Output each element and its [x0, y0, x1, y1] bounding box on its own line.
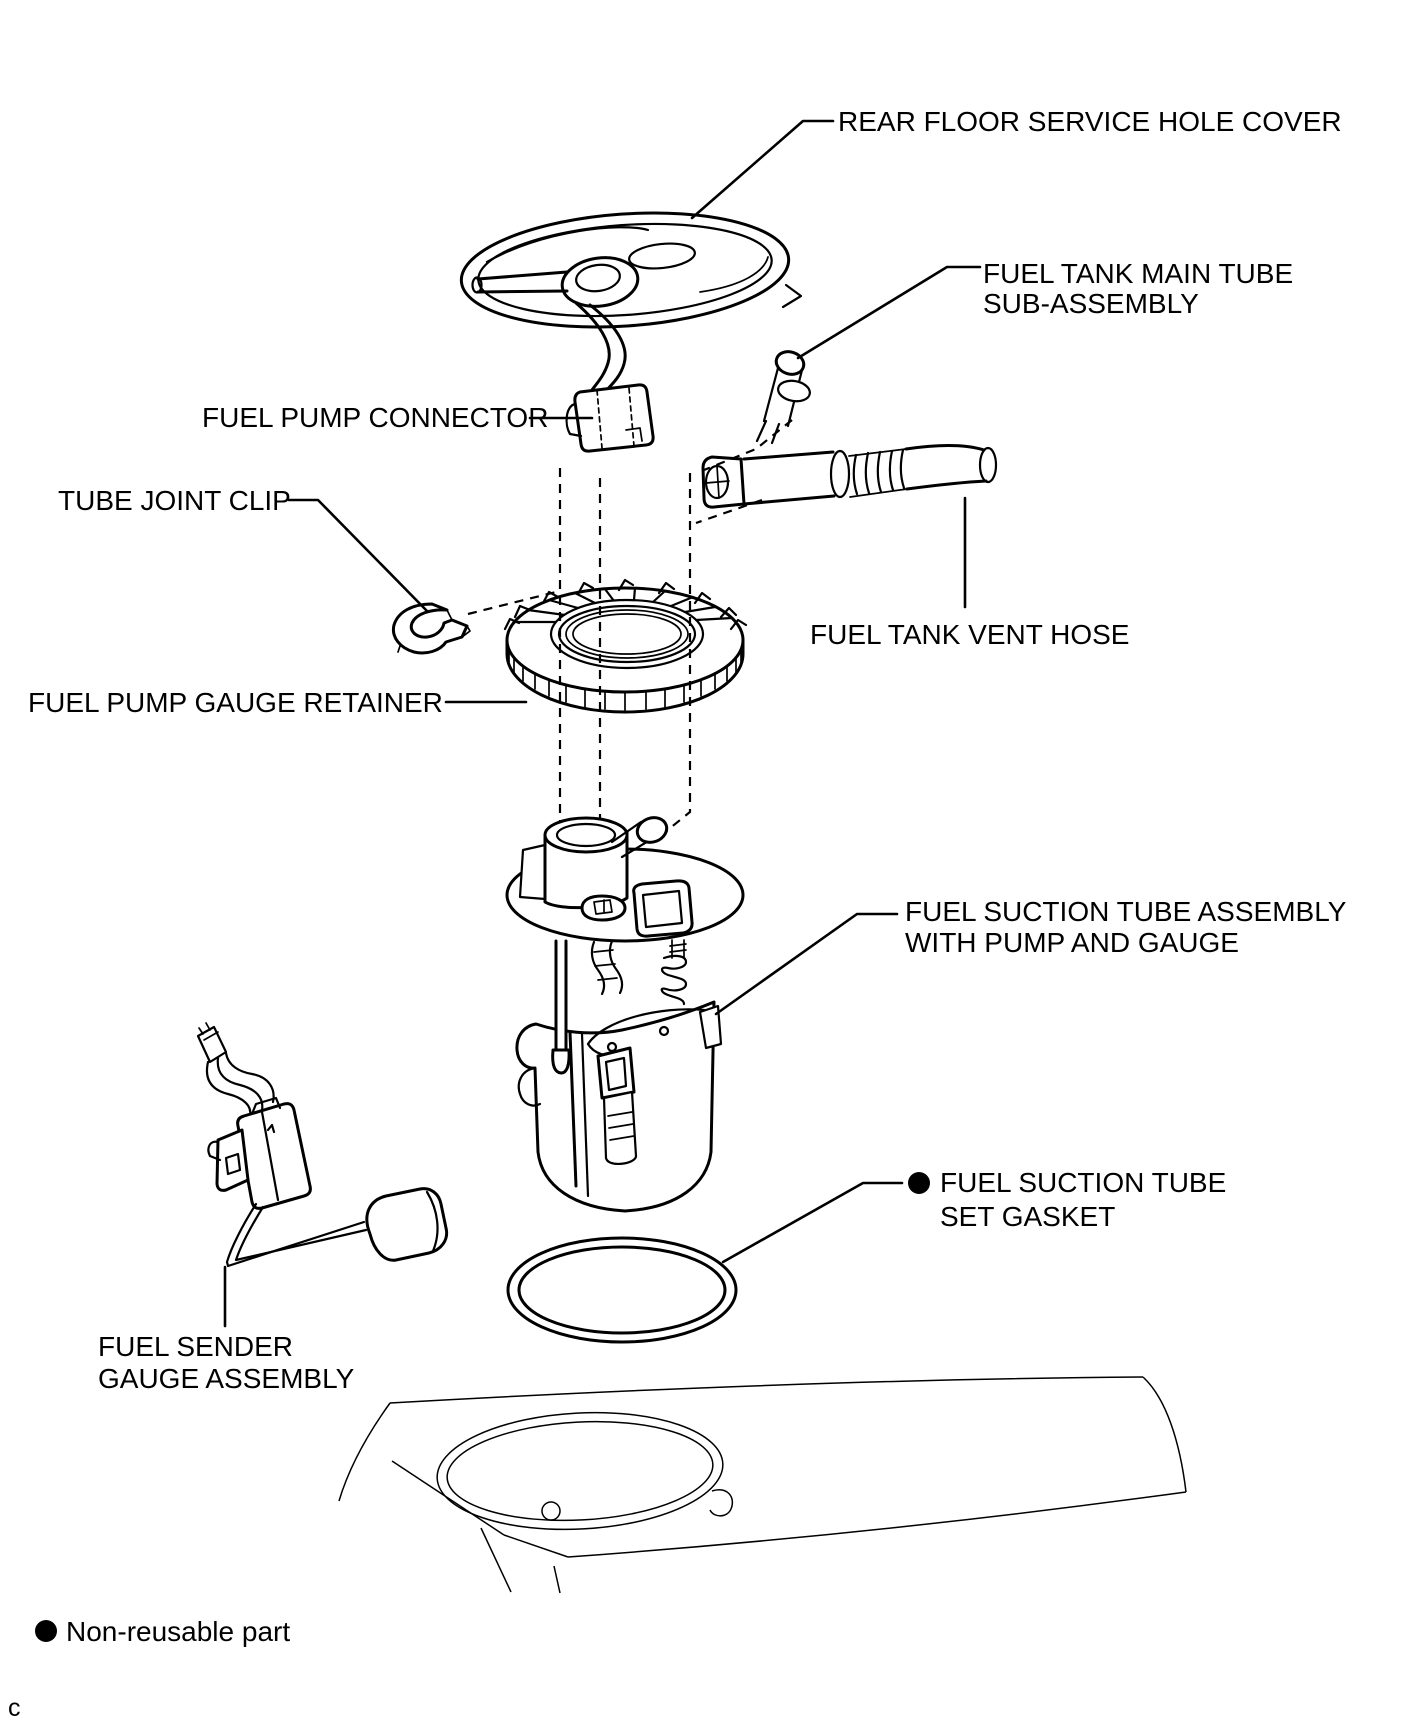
fuel-tank-main-tube-part	[757, 348, 811, 443]
fuel-suction-tube-set-gasket-part	[508, 1238, 736, 1342]
label-fuel-suction-tube-assembly-line1: FUEL SUCTION TUBE ASSEMBLY	[905, 896, 1347, 927]
label-fuel-suction-tube-set-gasket-line1: FUEL SUCTION TUBE	[940, 1167, 1227, 1198]
non-reusable-dot-gasket	[908, 1172, 930, 1194]
fuel-tank-vent-hose-part	[703, 445, 996, 507]
label-rear-floor-service-hole-cover: REAR FLOOR SERVICE HOLE COVER	[838, 106, 1342, 137]
fuel-pump-gauge-retainer-part	[505, 580, 746, 712]
label-fuel-sender-gauge-line1: FUEL SENDER	[98, 1331, 294, 1362]
label-tube-joint-clip: TUBE JOINT CLIP	[58, 485, 291, 516]
legend	[35, 1616, 290, 1647]
rear-floor-service-hole-cover-part	[457, 203, 801, 393]
fuel-suction-tube-assembly-part	[507, 814, 743, 1211]
label-fuel-suction-tube-assembly-line2: WITH PUMP AND GAUGE	[905, 927, 1239, 958]
corner-mark: c	[8, 1694, 21, 1722]
label-fuel-suction-tube-set-gasket-line2: SET GASKET	[940, 1201, 1116, 1232]
label-fuel-pump-connector: FUEL PUMP CONNECTOR	[202, 402, 549, 433]
label-fuel-tank-main-tube-line2: SUB-ASSEMBLY	[983, 288, 1199, 319]
non-reusable-dot-legend	[35, 1620, 57, 1642]
leader-tube-joint-clip	[289, 500, 427, 611]
leader-cover	[692, 121, 833, 218]
legend-non-reusable-label: Non-reusable part	[66, 1616, 291, 1647]
label-fuel-pump-gauge-retainer: FUEL PUMP GAUGE RETAINER	[28, 687, 443, 718]
leader-suction-assembly	[716, 914, 897, 1014]
leader-main-tube	[798, 267, 980, 358]
fuel-tank-part	[339, 1377, 1186, 1593]
tube-joint-clip-part	[393, 604, 470, 653]
leader-set-gasket	[723, 1183, 902, 1262]
label-fuel-sender-gauge-line2: GAUGE ASSEMBLY	[98, 1363, 355, 1394]
label-fuel-tank-vent-hose: FUEL TANK VENT HOSE	[810, 619, 1130, 650]
label-fuel-tank-main-tube-line1: FUEL TANK MAIN TUBE	[983, 258, 1294, 289]
fuel-sender-gauge-assembly-part	[198, 1023, 447, 1266]
